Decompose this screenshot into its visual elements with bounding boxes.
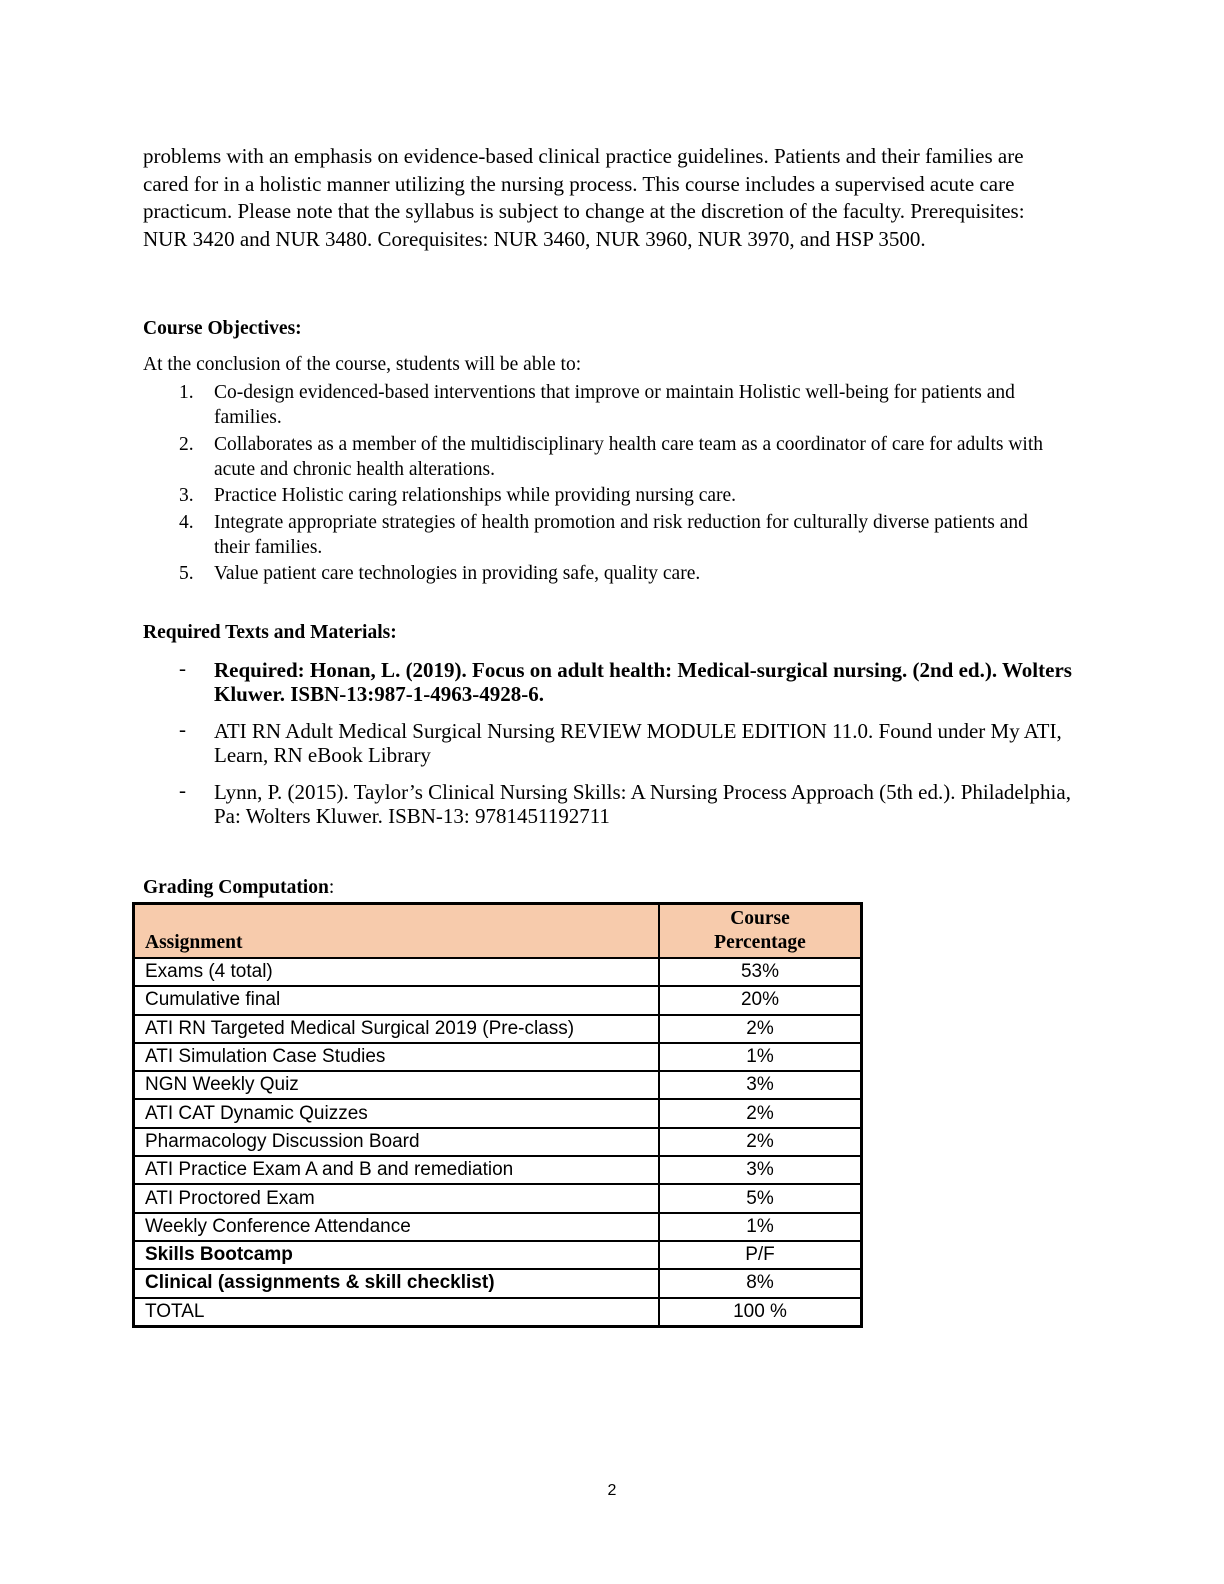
grading-row bbox=[134, 1241, 862, 1269]
grading-heading-colon: : bbox=[328, 877, 335, 898]
percentage-cell: P/F bbox=[659, 1241, 862, 1269]
required-texts-heading: Required Texts and Materials: bbox=[143, 622, 397, 643]
materials-list bbox=[143, 658, 1083, 841]
material-text: Required: Honan, L. (2019). Focus on adult health: Medical-surgical nursing. (2nd ed.). Wolters Kluwer. ISBN-13:987-1-4963-4928-6. bbox=[214, 658, 1072, 706]
objectives-lead-text: At the conclusion of the course, students will be able to: bbox=[143, 354, 582, 375]
percentage-cell: 1% bbox=[659, 1213, 862, 1241]
grading-row bbox=[134, 1043, 862, 1071]
percentage-cell: 20% bbox=[659, 986, 862, 1014]
grading-row bbox=[134, 1269, 862, 1297]
grading-row bbox=[134, 1213, 862, 1241]
assignment-cell: Pharmacology Discussion Board bbox=[134, 1128, 660, 1156]
objective-item bbox=[143, 380, 1063, 430]
percentage-cell: 5% bbox=[659, 1184, 862, 1212]
objective-text: Value patient care technologies in providing safe, quality care. bbox=[214, 563, 701, 584]
assignment-cell: ATI Simulation Case Studies bbox=[134, 1043, 660, 1071]
objective-number: 3. bbox=[179, 485, 194, 506]
column-header-percentage-line2: Percentage bbox=[714, 932, 806, 953]
assignment-cell: Clinical (assignments & skill checklist) bbox=[134, 1269, 660, 1297]
objective-number: 2. bbox=[179, 433, 194, 455]
dash-bullet-icon: - bbox=[179, 656, 186, 680]
grading-row bbox=[134, 1128, 862, 1156]
material-text: Lynn, P. (2015). Taylor’s Clinical Nursing Skills: A Nursing Process Approach (5th ed.). Philadelphia, Pa: Wolters Kluwer. ISBN-13: 9781451192711 bbox=[214, 780, 1071, 828]
grading-table-header-row bbox=[134, 904, 862, 959]
percentage-cell: 2% bbox=[659, 1128, 862, 1156]
objective-item bbox=[143, 432, 1063, 482]
objective-text: Collaborates as a member of the multidisciplinary health care team as a coordinator of care for adults with acute and chronic health alterations. bbox=[214, 433, 1043, 480]
grading-row bbox=[134, 1015, 862, 1043]
objective-number: 4. bbox=[179, 511, 194, 533]
grading-row bbox=[134, 958, 862, 986]
assignment-cell: ATI Proctored Exam bbox=[134, 1184, 660, 1212]
assignment-cell: Weekly Conference Attendance bbox=[134, 1213, 660, 1241]
percentage-cell: 8% bbox=[659, 1269, 862, 1297]
material-text: ATI RN Adult Medical Surgical Nursing REVIEW MODULE EDITION 11.0. Found under My ATI, Learn, RN eBook Library bbox=[214, 719, 1062, 767]
grading-row bbox=[134, 1156, 862, 1184]
assignment-cell: Exams (4 total) bbox=[134, 958, 660, 986]
column-header-assignment: Assignment bbox=[134, 904, 660, 959]
objective-item bbox=[143, 483, 1063, 508]
column-header-percentage bbox=[659, 904, 862, 959]
objective-item bbox=[143, 561, 1063, 586]
course-description-paragraph: problems with an emphasis on evidence-based clinical practice guidelines. Patients and their families are cared for in a holistic manner utilizing the nursing process. This course includes a supervised acute care practicum. Please note that the syllabus is subject to change at the discretion of the faculty. Prerequisites: NUR 3420 and NUR 3480. Corequisites: NUR 3460, NUR 3960, NUR 3970, and HSP 3500. bbox=[143, 144, 1025, 252]
assignment-cell: Skills Bootcamp bbox=[134, 1241, 660, 1269]
objective-number: 5. bbox=[179, 563, 194, 584]
grading-total-row bbox=[134, 1298, 862, 1327]
course-objectives-heading: Course Objectives: bbox=[143, 318, 302, 339]
grading-row bbox=[134, 1099, 862, 1127]
objective-text: Integrate appropriate strategies of health promotion and risk reduction for culturally diverse patients and their families. bbox=[214, 511, 1028, 558]
column-header-percentage-line1: Course bbox=[730, 908, 790, 929]
page-number: 2 bbox=[607, 1482, 617, 1499]
grading-row bbox=[134, 1184, 862, 1212]
assignment-cell: Cumulative final bbox=[134, 986, 660, 1014]
assignment-cell: ATI Practice Exam A and B and remediation bbox=[134, 1156, 660, 1184]
grading-row bbox=[134, 986, 862, 1014]
percentage-cell: 53% bbox=[659, 958, 862, 986]
assignment-cell: ATI RN Targeted Medical Surgical 2019 (Pre-class) bbox=[134, 1015, 660, 1043]
percentage-cell: 2% bbox=[659, 1099, 862, 1127]
grading-computation-heading bbox=[143, 877, 334, 899]
percentage-cell: 3% bbox=[659, 1156, 862, 1184]
objective-text: Co-design evidenced-based interventions that improve or maintain Holistic well-being for patients and families. bbox=[214, 382, 1015, 428]
material-item bbox=[143, 719, 1083, 767]
dash-bullet-icon: - bbox=[179, 778, 186, 802]
objectives-list bbox=[143, 380, 1063, 588]
dash-bullet-icon: - bbox=[179, 717, 186, 741]
percentage-cell: 2% bbox=[659, 1015, 862, 1043]
material-item bbox=[143, 780, 1083, 828]
grading-table bbox=[132, 902, 863, 1328]
material-item bbox=[143, 658, 1083, 706]
percentage-cell: 1% bbox=[659, 1043, 862, 1071]
grading-heading-label: Grading Computation bbox=[143, 877, 329, 898]
objective-item bbox=[143, 510, 1063, 560]
assignment-cell: TOTAL bbox=[134, 1298, 660, 1327]
objective-text: Practice Holistic caring relationships while providing nursing care. bbox=[214, 485, 737, 506]
percentage-cell: 100 % bbox=[659, 1298, 862, 1327]
objective-number: 1. bbox=[179, 382, 194, 403]
assignment-cell: ATI CAT Dynamic Quizzes bbox=[134, 1099, 660, 1127]
percentage-cell: 3% bbox=[659, 1071, 862, 1099]
grading-row bbox=[134, 1071, 862, 1099]
assignment-cell: NGN Weekly Quiz bbox=[134, 1071, 660, 1099]
